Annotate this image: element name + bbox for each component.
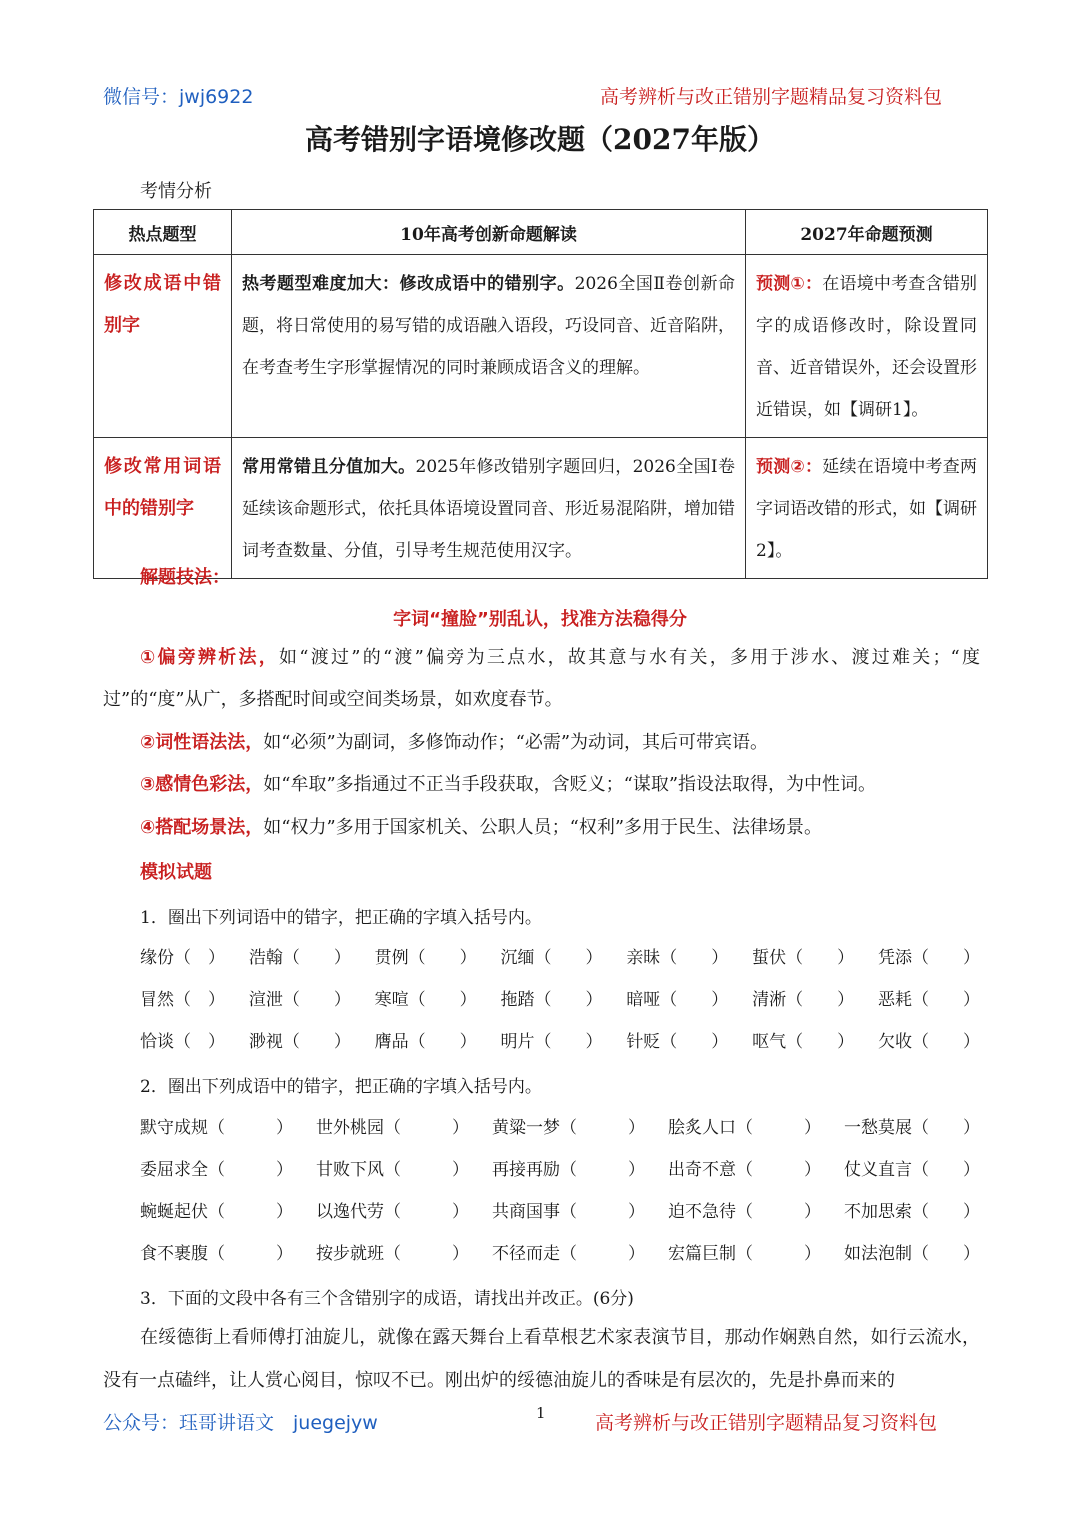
prediction-text: 在语境中考查含错别字的成语修改时，除设置同音、近音错误外，还会设置形近错误，如【调研1】。 [756,274,977,420]
question-1-grid [140,934,980,1060]
question-3-prompt: 3．下面的文段中各有三个含错别字的成语，请找出并改正。(6分) [140,1289,634,1309]
interpretation-cell [232,255,746,438]
word-item: 亲昧（ ） [626,947,729,968]
idiom-item: 按步就班（ ） [316,1243,469,1264]
table-header-row [94,210,988,255]
word-row [140,934,980,976]
question-type-cell: 修改常用词语中的错别字 [94,438,232,579]
question-3-passage: 在绥德街上看师傅打油旋儿，就像在露天舞台上看草根艺术家表演节目，那动作娴熟自然，如行云流水，没有一点磕绊，让人赏心阅目，惊叹不已。刚出炉的绥德油旋儿的香味是有层次的，先是扑鼻而来的 [103,1327,980,1391]
word-item: 恰谈（ ） [140,1031,225,1052]
interpretation-lead: 热考题型难度加大：修改成语中的错别字。 [242,274,575,294]
header-wechat: 微信号：jwj6922 [103,86,254,108]
method-item [140,764,876,806]
word-item: 渲泄（ ） [248,989,351,1010]
idiom-item: 再接再励（ ） [492,1159,645,1180]
idiom-item: 迫不急待（ ） [668,1201,821,1222]
idiom-item: 仗义直言（ ） [844,1159,980,1180]
page-number: 1 [536,1404,546,1422]
table-header-cell: 热点题型 [94,210,232,255]
section-method-heading: 解题技法： [140,567,230,588]
prediction-text: 延续在语境中考查两字词语改错的形式，如【调研2】。 [756,457,977,561]
method-item [140,807,822,849]
idiom-item: 脍炙人口（ ） [668,1117,821,1138]
idiom-item: 以逸代劳（ ） [316,1201,469,1222]
table-row [94,438,988,579]
question-type-cell: 修改成语中错别字 [94,255,232,438]
word-item: 膺品（ ） [374,1031,477,1052]
idiom-item: 蜿蜒起伏（ ） [140,1201,293,1222]
idiom-item: 宏篇巨制（ ） [668,1243,821,1264]
idiom-item: 甘败下风（ ） [316,1159,469,1180]
table-row [94,255,988,438]
idiom-row [140,1188,980,1230]
method-item [140,722,768,764]
word-item: 清淅（ ） [752,989,855,1010]
word-item: 凭添（ ） [877,947,980,968]
word-item: 浩翰（ ） [248,947,351,968]
method-text: 如“权力”多用于国家机关、公职人员；“权利”多用于民生、法律场景。 [263,817,823,838]
word-item: 明片（ ） [500,1031,603,1052]
question-1-prompt: 1．圈出下列词语中的错字，把正确的字填入括号内。 [140,908,542,928]
word-row [140,1018,980,1060]
word-item: 拖踏（ ） [500,989,603,1010]
interpretation-lead: 常用常错且分值加大。 [242,457,416,477]
idiom-item: 出奇不意（ ） [668,1159,821,1180]
word-item: 渺视（ ） [248,1031,351,1052]
idiom-row [140,1104,980,1146]
footer-pack-title: 高考辨析与改正错别字题精品复习资料包 [595,1412,938,1434]
prediction-label: 预测②： [756,457,823,477]
word-item: 沉缅（ ） [500,947,603,968]
table-header-cell: 10年高考创新命题解读 [232,210,746,255]
prediction-label: 预测①： [756,274,823,294]
header-pack-title: 高考辨析与改正错别字题精品复习资料包 [600,86,943,108]
word-item: 蜇伏（ ） [752,947,855,968]
method-item [103,637,980,721]
table-header-cell: 2027年命题预测 [746,210,988,255]
word-item: 恶耗（ ） [877,989,980,1010]
word-item: 冒然（ ） [140,989,225,1010]
footer-account: 公众号：珏哥讲语文 juegejyw [103,1412,378,1434]
analysis-table [93,209,988,579]
word-item: 缘份（ ） [140,947,225,968]
section-sim-heading: 模拟试题 [140,862,212,883]
idiom-row [140,1230,980,1272]
idiom-item: 黄粱一梦（ ） [492,1117,645,1138]
idiom-item: 共商国事（ ） [492,1201,645,1222]
method-text: 如“渡过”的“渡”偏旁为三点水，故其意与水有关，多用于涉水、渡过难关；“度过”的“度”从广，多搭配时间或空间类场景，如欢度春节。 [103,647,980,710]
prediction-cell [746,255,988,438]
idiom-item: 不加思索（ ） [844,1201,980,1222]
word-item: 欠收（ ） [877,1031,980,1052]
page-title: 高考错别字语境修改题（2027年版） [305,123,775,156]
interpretation-text: 2025年修改错别字题回归，2026全国I卷延续该命题形式，依托具体语境设置同音、形近易混陷阱，增加错词考查数量、分值，引导考生规范使用汉字。 [242,457,735,561]
method-text: 如“牟取”多指通过不正当手段获取，含贬义；“谋取”指设法取得，为中性词。 [263,774,877,795]
method-text: 如“必须”为副词，多修饰动作；“必需”为动词，其后可带宾语。 [263,732,769,753]
word-item: 寒喧（ ） [374,989,477,1010]
idiom-item: 如法泡制（ ） [844,1243,980,1264]
idiom-item: 一愁莫展（ ） [844,1117,980,1138]
idiom-item: 委屈求全（ ） [140,1159,293,1180]
method-label: ①偏旁辨析法， [140,647,280,668]
section-analysis-heading: 考情分析 [140,181,212,202]
word-item: 贯例（ ） [374,947,477,968]
idiom-item: 食不裹腹（ ） [140,1243,293,1264]
word-row [140,976,980,1018]
question-2-prompt: 2．圈出下列成语中的错字，把正确的字填入括号内。 [140,1077,542,1097]
idiom-item: 默守成规（ ） [140,1117,293,1138]
interpretation-text: 2026全国Ⅱ卷创新命题，将日常使用的易写错的成语融入语段，巧设同音、近音陷阱，在考查考生字形掌握情况的同时兼顾成语含义的理解。 [242,274,735,378]
method-subtitle: 字词“撞脸”别乱认，找准方法稳得分 [393,609,687,630]
idiom-row [140,1146,980,1188]
word-item: 暗哑（ ） [626,989,729,1010]
idiom-item: 不径而走（ ） [492,1243,645,1264]
word-item: 呕气（ ） [752,1031,855,1052]
method-label: ②词性语法法， [140,732,264,753]
method-label: ③感情色彩法， [140,774,264,795]
question-2-grid [140,1104,980,1272]
idiom-item: 世外桃园（ ） [316,1117,469,1138]
prediction-cell [746,438,988,579]
word-item: 针贬（ ） [626,1031,729,1052]
method-label: ④搭配场景法， [140,817,264,838]
interpretation-cell [232,438,746,579]
